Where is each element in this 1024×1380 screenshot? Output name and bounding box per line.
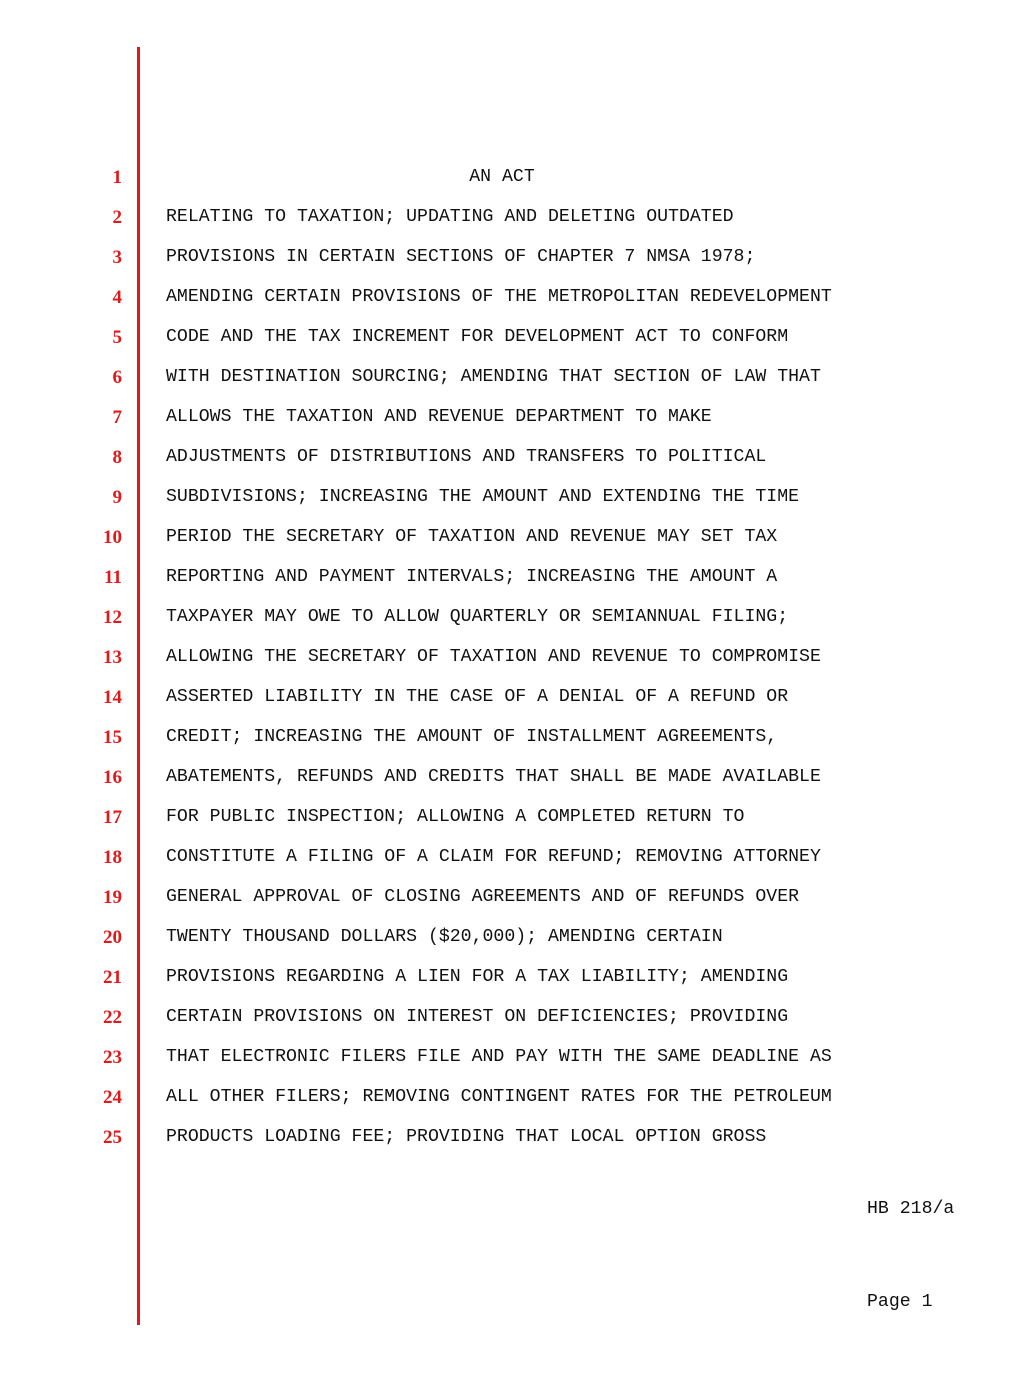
- line-number: 21: [103, 967, 122, 988]
- text-line: ALLOWS THE TAXATION AND REVENUE DEPARTMENT TO MAKE: [166, 407, 712, 427]
- line-number: 9: [112, 487, 122, 508]
- text-line: CODE AND THE TAX INCREMENT FOR DEVELOPMENT ACT TO CONFORM: [166, 327, 789, 347]
- line-number: 12: [103, 607, 122, 628]
- text-line: RELATING TO TAXATION; UPDATING AND DELETING OUTDATED: [166, 207, 734, 227]
- line-number: 3: [112, 247, 122, 268]
- line-number: 4: [112, 287, 122, 308]
- text-line: THAT ELECTRONIC FILERS FILE AND PAY WITH THE SAME DEADLINE AS: [166, 1047, 832, 1067]
- line-number: 6: [112, 367, 122, 388]
- line-number: 17: [103, 807, 122, 828]
- line-number: 23: [103, 1047, 122, 1068]
- text-line: GENERAL APPROVAL OF CLOSING AGREEMENTS AND OF REFUNDS OVER: [166, 887, 800, 907]
- text-line: FOR PUBLIC INSPECTION; ALLOWING A COMPLETED RETURN TO: [166, 807, 745, 827]
- line-number: 15: [103, 727, 122, 748]
- margin-rule: [137, 47, 140, 1325]
- line-number: 1: [112, 167, 122, 188]
- line-number: 2: [112, 207, 122, 228]
- text-line: WITH DESTINATION SOURCING; AMENDING THAT SECTION OF LAW THAT: [166, 367, 821, 387]
- line-number: 24: [103, 1087, 122, 1108]
- text-line: PROVISIONS IN CERTAIN SECTIONS OF CHAPTER 7 NMSA 1978;: [166, 247, 756, 267]
- text-line: SUBDIVISIONS; INCREASING THE AMOUNT AND EXTENDING THE TIME: [166, 487, 800, 507]
- line-number: 19: [103, 887, 122, 908]
- line-number: 18: [103, 847, 122, 868]
- text-line: ABATEMENTS, REFUNDS AND CREDITS THAT SHALL BE MADE AVAILABLE: [166, 767, 821, 787]
- text-line: PROVISIONS REGARDING A LIEN FOR A TAX LIABILITY; AMENDING: [166, 967, 789, 987]
- line-number: 25: [103, 1127, 122, 1148]
- line-number: 20: [103, 927, 122, 948]
- line-number: 7: [112, 407, 122, 428]
- line-number: 11: [104, 567, 122, 588]
- text-line: CREDIT; INCREASING THE AMOUNT OF INSTALLMENT AGREEMENTS,: [166, 727, 778, 747]
- text-line: ADJUSTMENTS OF DISTRIBUTIONS AND TRANSFERS TO POLITICAL: [166, 447, 767, 467]
- text-line: ALLOWING THE SECRETARY OF TAXATION AND REVENUE TO COMPROMISE: [166, 647, 821, 667]
- line-number: 22: [103, 1007, 122, 1028]
- line-number: 14: [103, 687, 122, 708]
- text-line: PRODUCTS LOADING FEE; PROVIDING THAT LOCAL OPTION GROSS: [166, 1127, 767, 1147]
- text-line: TAXPAYER MAY OWE TO ALLOW QUARTERLY OR SEMIANNUAL FILING;: [166, 607, 789, 627]
- line-number: 10: [103, 527, 122, 548]
- line-number: 13: [103, 647, 122, 668]
- text-line: ASSERTED LIABILITY IN THE CASE OF A DENIAL OF A REFUND OR: [166, 687, 789, 707]
- line-number: 16: [103, 767, 122, 788]
- line-number: 8: [112, 447, 122, 468]
- text-line: TWENTY THOUSAND DOLLARS ($20,000); AMENDING CERTAIN: [166, 927, 723, 947]
- text-line: ALL OTHER FILERS; REMOVING CONTINGENT RATES FOR THE PETROLEUM: [166, 1087, 832, 1107]
- text-line: CERTAIN PROVISIONS ON INTEREST ON DEFICIENCIES; PROVIDING: [166, 1007, 789, 1027]
- bill-id: HB 218/a: [867, 1199, 955, 1219]
- line-number: 5: [112, 327, 122, 348]
- text-line: PERIOD THE SECRETARY OF TAXATION AND REVENUE MAY SET TAX: [166, 527, 778, 547]
- act-title: AN ACT: [469, 167, 535, 187]
- page-number: Page 1: [867, 1292, 933, 1312]
- text-line: CONSTITUTE A FILING OF A CLAIM FOR REFUND; REMOVING ATTORNEY: [166, 847, 821, 867]
- text-line: AMENDING CERTAIN PROVISIONS OF THE METROPOLITAN REDEVELOPMENT: [166, 287, 832, 307]
- text-line: REPORTING AND PAYMENT INTERVALS; INCREASING THE AMOUNT A: [166, 567, 778, 587]
- page-footer: [867, 1132, 954, 1380]
